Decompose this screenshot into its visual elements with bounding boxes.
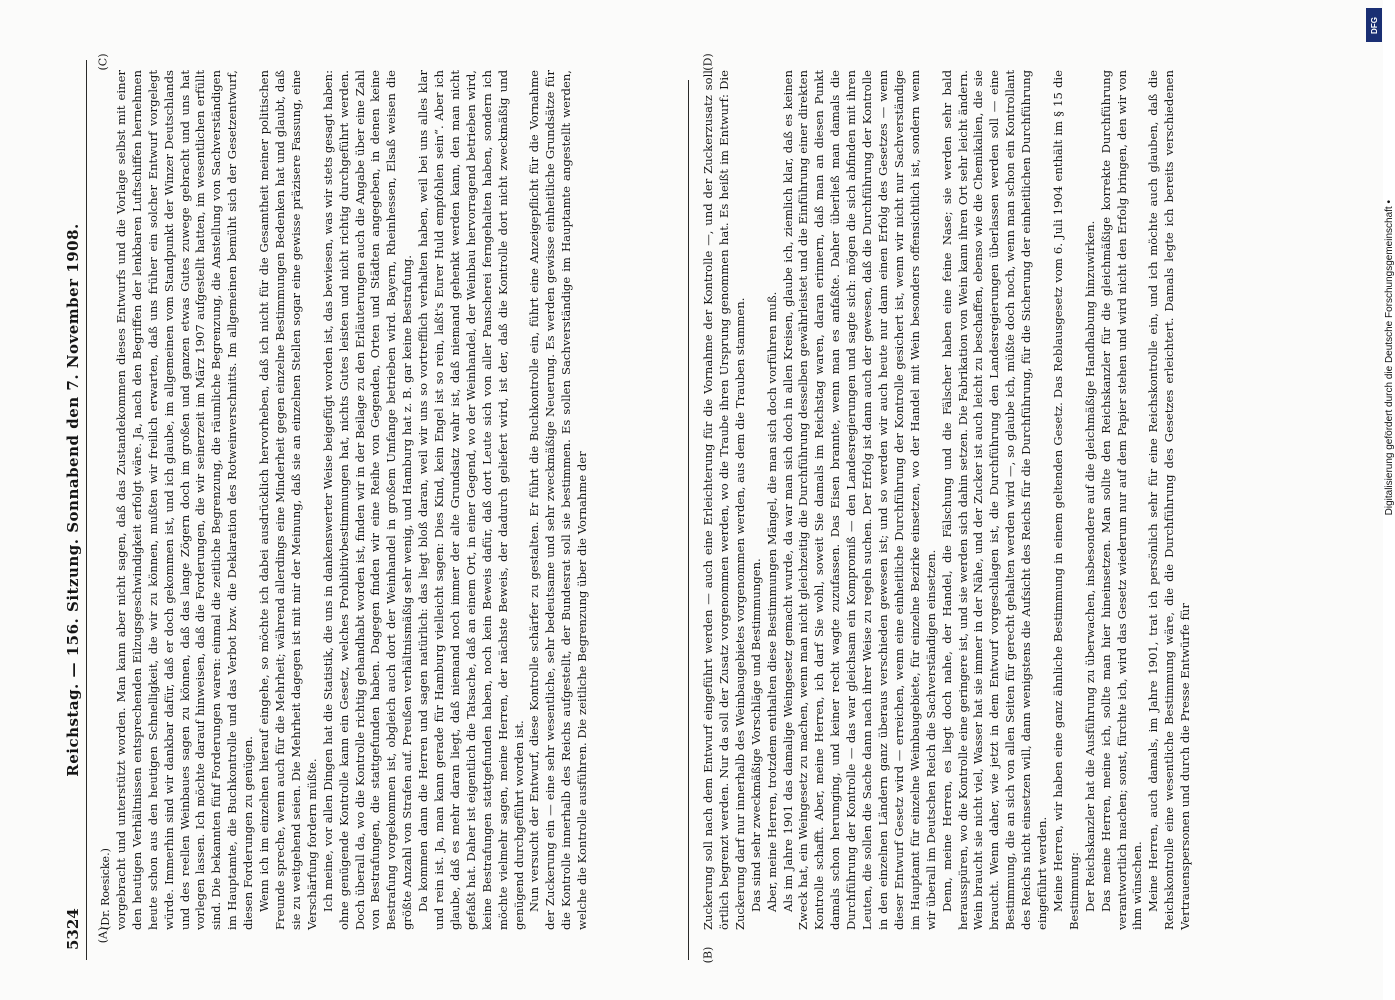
left-paragraph: Ich meine, vor allen Dingen hat die Statistik, die uns in dankenswerter Weise beigefügt worden ist, das bewiesen, was wir stets gesagt haben: ohne genügende Kontrolle kann ein Gesetz, welches Prohibitivbestimmungen hat, nichts Gutes leisten und nicht richtig durchgeführt werden. Doch überall da, wo die Kontrolle richtig gehandhabt worden ist, finden wir in der Beilage zu den Erläuterungen auch die Angabe über eine Zahl von Bestrafungen, die stattgefunden haben. Dagegen finden wir eine Reihe von Gegenden, Orten und Städten angegeben, in denen keine Bestrafung vorgekommen ist, obgleich auch dort der Weinhandel in großem Umfange betrieben wird. Bayern, Rheinhessen, Elsaß weisen die größte Anzahl von Strafen auf. Preußen verhältnismäßig sehr wenig, und Hamburg hat z. B. gar keine Bestrafung. (320, 70, 415, 930)
right-paragraph: Zuckerung soll nach dem Entwurf eingeführt werden — auch eine Erleichterung für die Vornahme der Kontrolle —, und der Zuckerzusatz soll örtlich begrenzt werden. Nur da soll der Zusatz vorgenommen werden, wo die Traube ihren Ursprung genommen hat. Es heißt im Entwurf: Die Zuckerung darf nur innerhalb des Weinbaugebietes vorgenommen werden, aus dem die Trauben stammen. (701, 70, 747, 930)
left-paragraph: Nun versucht der Entwurf, diese Kontrolle schärfer zu gestalten. Er führt die Buchkontrolle ein, führt eine Anzeigepflicht für die Vornahme der Zuckerung ein — eine sehr wesentliche, sehr bedeutsame und sehr zweckmäßige Neuerung. Es werden gewisse einheitliche Grundsätze für die Kontrolle innerhalb des Reichs aufgestellt, der Bundesrat soll sie bestimmen. Es sollen Sachverständige im Hauptamte angestellt werden, welche die Kontrolle ausführen. Die zeitliche Begrenzung über die Vornahme der (527, 70, 590, 930)
speaker-name: (Dr. Roesicke.) (99, 848, 112, 930)
right-paragraph: Das meine Herren, meine ich, sollte man hier hineinsetzen. Man sollte den Reichskanzler für die gleichmäßige korrekte Durchführung verantwortlich machen; sonst, fürchte ich, wird das Gesetz wiederum nur auf dem Papier stehen und wird nicht den Erfolg bringen, den wir von ihm wünschen. (1098, 70, 1145, 930)
column-divider (688, 80, 689, 960)
right-paragraph: Meine Herren, wir haben eine ganz ähnliche Bestimmung in einem geltenden Gesetz. Das Reblausgesetz vom 6. Juli 1904 enthält im § 15 die Bestimmung: (1050, 70, 1081, 930)
left-paragraph: vorgebracht und unterstützt worden. Man kann aber nicht sagen, daß das Zustandekommen dieses Entwurfs und die Vorlage selbst mit einer den heutigen Verhältnissen entsprechenden Eilzugsgeschwindigkeit erfolgt wäre. Ja, nach den Begriffen der lenkbaren Luftschiffen hernehmen heute schon aus den heutigen Schnelligkeit, die wir zu können, mußten wir freilich erwarten, daß uns früher ein solcher Entwurf vorgelegt würde. Immerhin sind wir dankbar dafür, daß er doch gekommen ist, und ich glaube, im allgemeinen vom Standpunkt der Winzer Deutschlands und des reellen Weinbaues sagen zu können, daß das lange Zögern doch im großen und ganzen etwas Gutes zuwege gebracht und uns hat vorlegen lassen. Ich möchte darauf hinweisen, daß die Forderungen, die wir seinerzeit im März 1907 aufgestellt hatten, im wesentlichen erfüllt sind. Die bekannten fünf Forderungen waren: einmal die zeitliche Begrenzung, die räumliche Begrenzung, die Anstellung von Sachverständigen im Hauptamte, die Buchkontrolle und das Verbot bzw. die Deklaration des Rotweinverschnitts. Im allgemeinen bemüht sich der Gesetzentwurf, diesen Forderungen zu genügen. (113, 70, 256, 930)
right-paragraph: Aber, meine Herren, trotzdem enthalten diese Bestimmungen Mängel, die man sich doch vorführen muß. (764, 291, 779, 912)
margin-marker-b: (B) (701, 946, 715, 964)
right-paragraph: Das sind sehr zweckmäßige Vorschläge und Bestimmungen. (748, 558, 763, 912)
margin-marker-c: (C) (96, 53, 110, 71)
left-paragraph: Wenn ich im einzelnen hierauf eingehe, so möchte ich dabei ausdrücklich hervorheben, daß ich nicht für die Gesamtheit meiner politischen Freunde spreche, wenn auch für die Mehrheit; während allerdings eine Minderheit gegen einzelne Bestimmungen Bedenken hat und glaubt, daß sie zu weitgehend seien. Die Mehrheit dagegen ist mit mir der Meinung, daß sie an einzelnen Stellen sogar eine gewisse präzisere Fassung, eine Verschärfung fordern müßte. (257, 70, 319, 930)
header-rule (86, 60, 87, 960)
right-paragraph: Meine Herren, auch damals, im Jahre 1901, trat ich persönlich sehr für eine Reichskontrolle ein, und ich möchte auch glauben, daß die Reichskontrolle eine wesentliche Bestimmung wäre, die die Durchführung des Gesetzes erleichtert. Damals legte ich bereits verschiedenen Vertrauenspersonen und durch die Presse Entwürfe für (1146, 70, 1193, 930)
right-column (701, 70, 1281, 930)
digitization-credit: Digitalisierung gefördert durch die Deutsche Forschungsgemeinschaft • (1384, 200, 1395, 516)
header-title: Reichstag. — 156. Sitzung. Sonnabend den 7. November 1908. (64, 223, 82, 777)
left-column (98, 70, 678, 930)
page-number: 5324 (64, 908, 82, 950)
right-paragraph: Der Reichskanzler hat die Ausführung zu überwachen, insbesondere auf die gleichmäßige Handhabung hinzuwirken. (1082, 220, 1097, 912)
dfg-logo (1366, 8, 1382, 42)
margin-marker-d: (D) (701, 53, 715, 71)
left-paragraph: Da kommen dann die Herren und sagen natürlich: das liegt bloß daran, weil wir uns so vortrefflich verhalten haben, weil bei uns alles klar und rein ist. Ja, man kann gerade für Hamburg vielleicht sagen: Dies Kind, kein Engel ist so rein, laßt's Eurer Huld empfohlen sein“. Aber ich glaube, daß es mehr daran liegt, daß niemand noch immer der alte Grundsatz wahr ist, daß niemand gehenkt werden kann, den man nicht gefaßt hat. Daher ist eigentlich die Tatsache, daß an einem Ort, in einer Gegend, wo der Weinhandel, der Weinbau hervorragend betrieben wird, keine Bestrafungen stattgefunden haben, noch kein Beweis dafür, daß dort Leute sich von aller Panscherei ferngehalten haben, sondern ich möchte vielmehr sagen, meine Herren, der nächste Beweis, der dadurch geliefert wird, ist der, daß die Kontrolle dort nicht zweckmäßig und genügend durchgeführt worden ist. (416, 70, 526, 930)
page-header (64, 50, 82, 950)
dfg-logo-text: DFG (1369, 16, 1379, 34)
margin-marker-a: (A) (96, 926, 110, 944)
right-paragraph: Denn, meine Herren, es liegt doch nahe, der Handel, die Fälschung und die Fälscher haben eine feine Nase; sie werden sehr bald herausspüren, wo die Kontrolle eine geringere ist, und sie werden sich dahin setzen. Die Fabrikation von Wein kann ihren Ort sehr leicht ändern. Wein braucht sie nicht viel, Wasser hat sie immer in der Nähe, und der Zucker ist auch leicht zu beschaffen, ebenso wie die Chemikalien, die sie braucht. Wenn daher, wie jetzt in dem Entwurf vorgeschlagen ist, die Durchführung den Landesregierungen überlassen werden soll — eine Bestimmung, die an sich von allen Seiten für gerecht gehalten werden wird —, so glaube ich, müßte doch noch, wenn man schon ein Kontrollant des Reichs nicht einsetzen will, dann wenigstens die Aufsicht des Reichs für die Durchführung, für die Sicherung der einheitlichen Durchführung eingeführt werden. (939, 70, 1050, 930)
right-paragraph: Als im Jahre 1901 das damalige Weingesetz gemacht wurde, da war man sich doch in allen Kreisen, glaube ich, ziemlich klar, daß es keinen Zweck hat, ein Weingesetz zu machen, wenn man nicht gleichzeitig die Durchführung desselben gewährleistet und die Einführung einer direkten Kontrolle schafft. Aber, meine Herren, ich darf Sie wohl, soweit Sie damals im Reichstag waren, daran erinnern, daß man an diesen Punkt damals schon herumging, und keiner recht wagte zuzufassen. Das Eisen brannte, wenn man es anfaßte. Daher überließ man damals die Durchführung der Kontrolle — das war gleichsam ein Kompromiß — den Landesregierungen und sagte sich: mögen die sich abfinden mit ihren Leuten, die sollen die Sache dann nach ihrer Weise zu regeln suchen. Der Erfolg ist dann auch der gewesen, daß die Durchführung der Kontrolle in den einzelnen Ländern ganz überaus verschieden gewesen ist; und so werden wir auch heute nur dann einen Erfolg des Gesetzes — wenn dieser Entwurf Gesetz wird — erreichen, wenn eine einheitliche Durchführung der Kontrolle gesichert ist, wenn wir nicht nur Sachverständige im Hauptamt für einzelne Weinbaugebiete, für einzelne Bezirke einsetzen, wo der Handel mit Wein besonders offensichtlich ist, sondern wenn wir überall im Deutschen Reich die Sachverständigen einsetzen. (780, 70, 938, 930)
